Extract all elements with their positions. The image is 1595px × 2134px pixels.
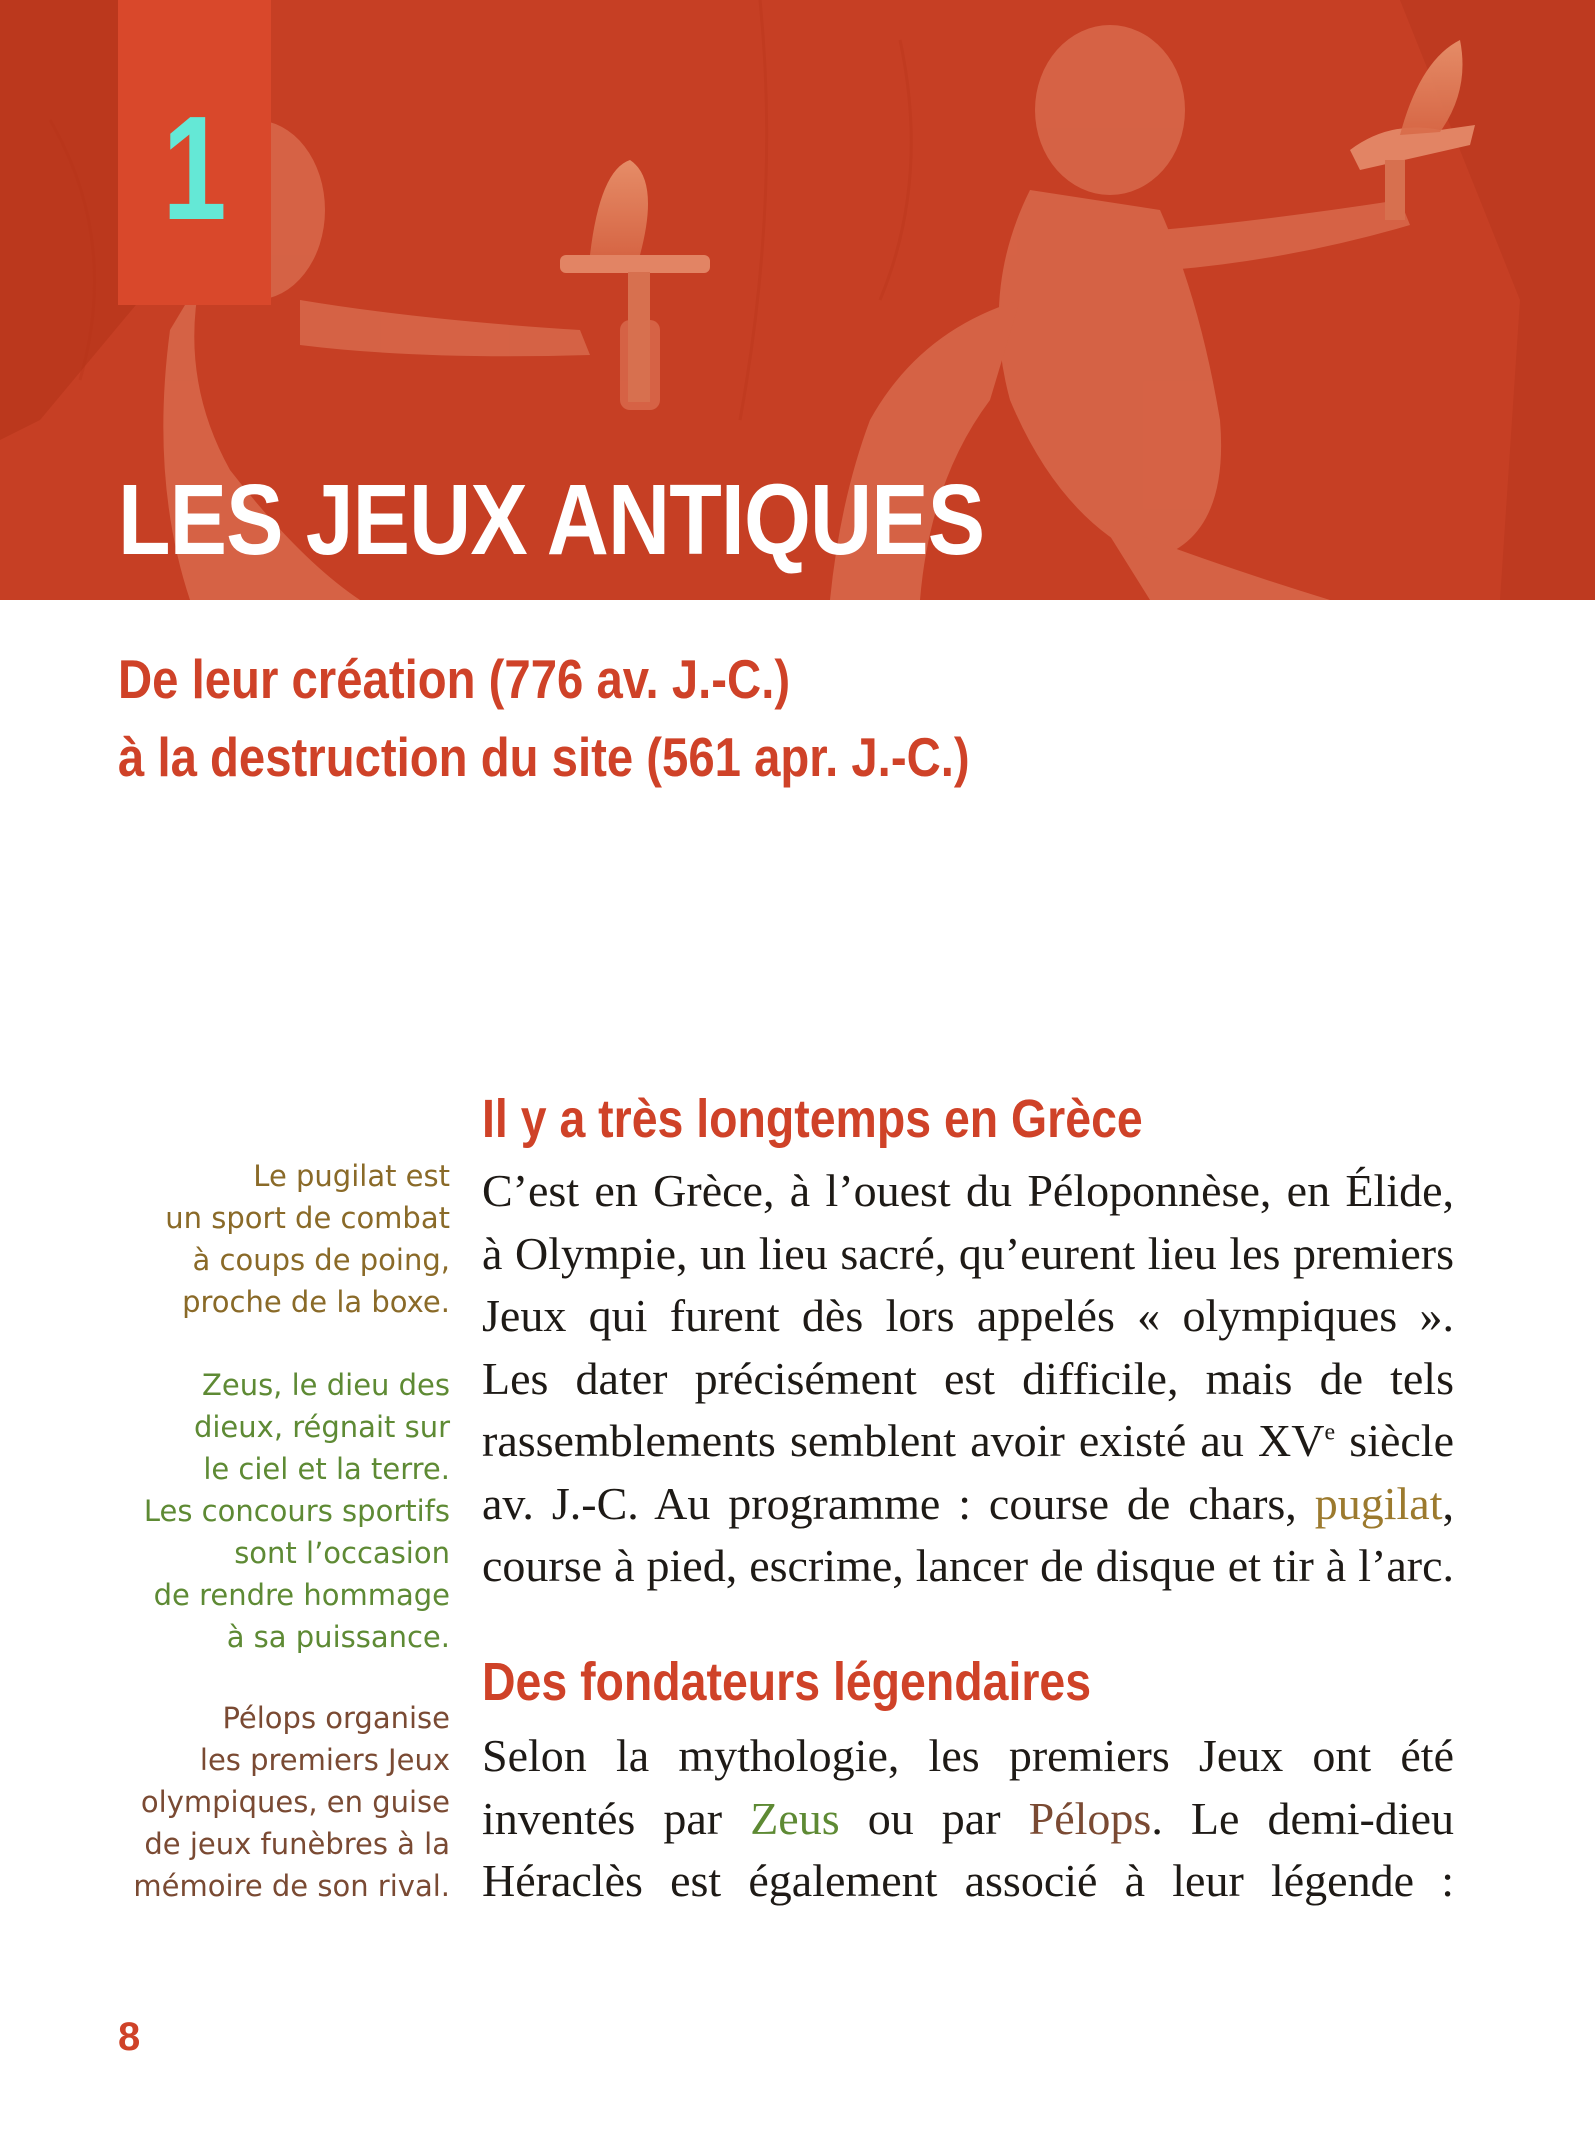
section-paragraph	[482, 1160, 1454, 1598]
page-title: LES JEUX ANTIQUES	[118, 464, 985, 576]
line-text: siècle	[1335, 1415, 1454, 1466]
sidenote-line: de jeux funèbres à la	[144, 1827, 450, 1861]
sidenote-line: Le pugilat est	[253, 1159, 450, 1193]
sidenote-pelops	[60, 1697, 450, 1907]
paragraph-line: Les dater précisément est difficile, mais de tels	[482, 1352, 1454, 1404]
sidenote-zeus	[60, 1364, 450, 1658]
sidenote-line: le ciel et la terre.	[203, 1452, 450, 1486]
line-text: ,	[1442, 1477, 1454, 1529]
line-text: . Le demi-dieu	[1151, 1792, 1454, 1844]
sidenote-line: sont l’occasion	[234, 1536, 450, 1570]
sidenote-line: Les concours sportifs	[143, 1494, 450, 1528]
line-text: ou par	[839, 1792, 1029, 1844]
subtitle-line: De leur création (776 av. J.-C.)	[118, 648, 791, 710]
line-text: av. J.-C. Au programme : course de chars,	[482, 1477, 1315, 1529]
paragraph-line: C’est en Grèce, à l’ouest du Péloponnèse, en Élide,	[482, 1165, 1454, 1216]
sidenote-line: Zeus, le dieu des	[201, 1368, 450, 1402]
line-text: rassemblements semblent avoir existé au XV	[482, 1415, 1325, 1466]
paragraph-line: Jeux qui furent dès lors appelés « olympiques ».	[482, 1290, 1454, 1341]
section-heading: Il y a très longtemps en Grèce	[482, 1089, 1143, 1149]
paragraph-line	[482, 1410, 1454, 1473]
sidenote-line: Pélops organise	[222, 1701, 450, 1735]
sidenote-line: proche de la boxe.	[182, 1285, 450, 1319]
paragraph-line	[482, 1788, 1454, 1851]
line-text: inventés par	[482, 1792, 751, 1844]
chapter-banner	[0, 0, 1595, 600]
subtitle-line: à la destruction du site (561 apr. J.-C.)	[118, 726, 970, 788]
sidenote-line: de rendre hommage	[153, 1578, 450, 1612]
paragraph-line: Selon la mythologie, les premiers Jeux ont été	[482, 1730, 1454, 1781]
sidenote-line: mémoire de son rival.	[133, 1869, 450, 1903]
paragraph-line: à Olympie, un lieu sacré, qu’eurent lieu les premiers	[482, 1227, 1454, 1279]
sidenote-line: un sport de combat	[165, 1201, 450, 1235]
paragraph-line: course à pied, escrime, lancer de disque et tir à l’arc.	[482, 1540, 1454, 1591]
superscript: e	[1324, 1419, 1336, 1446]
glossary-term-zeus[interactable]: Zeus	[750, 1792, 840, 1844]
chapter-number-box	[118, 0, 271, 305]
sidenote-line: dieux, régnait sur	[193, 1410, 450, 1444]
chapter-subtitle	[118, 640, 1150, 796]
glossary-term-pugilat[interactable]: pugilat	[1314, 1477, 1443, 1529]
page-number: 8	[118, 2015, 141, 2059]
chapter-number: 1	[162, 86, 227, 251]
paragraph-line	[482, 1473, 1454, 1536]
sidenote-line: à coups de poing,	[192, 1243, 450, 1277]
sidenote-pugilat	[60, 1155, 450, 1323]
glossary-term-pelops[interactable]: Pélops	[1028, 1792, 1152, 1844]
sidenote-line: olympiques, en guise	[140, 1785, 450, 1819]
paragraph-line: Héraclès est également associé à leur légende :	[482, 1855, 1454, 1906]
sidenote-line: à sa puissance.	[226, 1620, 450, 1654]
section-heading: Des fondateurs légendaires	[482, 1652, 1092, 1712]
sidenote-line: les premiers Jeux	[199, 1743, 450, 1777]
section-paragraph	[482, 1725, 1454, 1913]
